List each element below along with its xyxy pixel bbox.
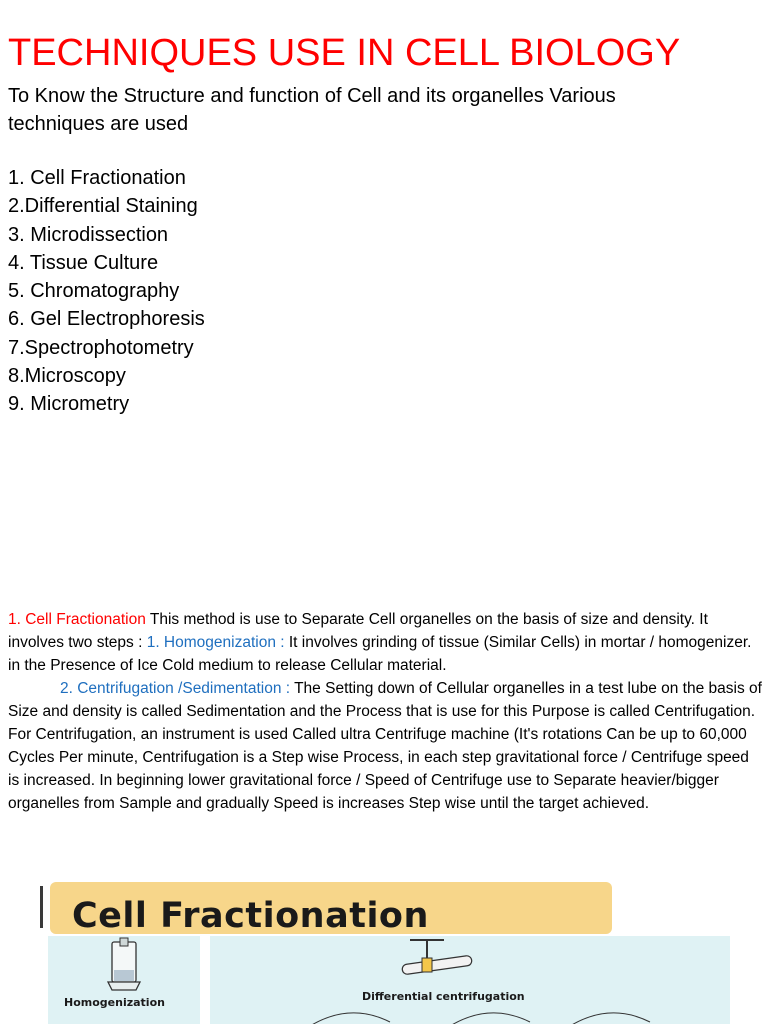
section-heading: 1. Cell Fractionation (8, 611, 146, 628)
step1-text: It involves grinding of tissue (Similar Cells) in mortar / homogenizer. in the Presence of Ice Cold medium to release Cellular material. (8, 634, 752, 674)
list-item: 7.Spectrophotometry (8, 336, 194, 359)
figure-title-box (50, 882, 612, 934)
differential-centrifugation-panel (210, 936, 730, 1024)
centrifuge-icon (210, 936, 730, 1024)
list-item: 4. Tissue Culture (8, 251, 159, 274)
list-item: 5. Chromatography (8, 280, 180, 303)
list-item: 9. Micrometry (8, 393, 130, 416)
page-title: TECHNIQUES USE IN CELL BIOLOGY (8, 32, 681, 74)
cell-fractionation-figure (40, 872, 735, 1024)
figure-title: Cell Fractionation (72, 896, 429, 936)
techniques-list (8, 164, 205, 419)
homogenizer-icon (48, 936, 200, 1024)
list-item: 1. Cell Fractionation (8, 167, 186, 189)
step2-text: The Setting down of Cellular organelles in a test lube on the basis of Size and density is called Sedimentation and the Process that is use for this Purpose is called Centrifugation. For Centrifugation, an instrument is used Called ultra Centrifuge machine (It's rotations Can be up to 60,000 Cycles Per minute, Centrifugation is a Step wise Process, in each step gravitational force / Centrifuge speed is increased. In beginning lower gravitational force / Speed of Centrifuge use to Separate heavier/bigger organelles from Sample and gradually Speed is increases Step wise until the target achieved. (8, 680, 762, 812)
figure-divider (40, 886, 43, 928)
homogenization-label: Homogenization (64, 996, 165, 1009)
list-item: 2.Differential Staining (8, 195, 198, 218)
list-item: 3. Microdissection (8, 223, 169, 246)
differential-centrifugation-label: Differential centrifugation (362, 990, 525, 1003)
paragraph-text: This method is use to Separate Cell organelles on the basis of size and density. It involves two steps : (8, 611, 708, 651)
step2-label: 2. Centrifugation /Sedimentation : (60, 680, 291, 697)
cell-fractionation-paragraph (8, 608, 763, 815)
intro-text: To Know the Structure and function of Cell and its organelles Various techniques are used (8, 85, 616, 135)
homogenization-panel (48, 936, 200, 1024)
list-item: 6. Gel Electrophoresis (8, 308, 205, 331)
step1-label: 1. Homogenization : (146, 634, 285, 651)
list-item: 8.Microscopy (8, 365, 126, 388)
